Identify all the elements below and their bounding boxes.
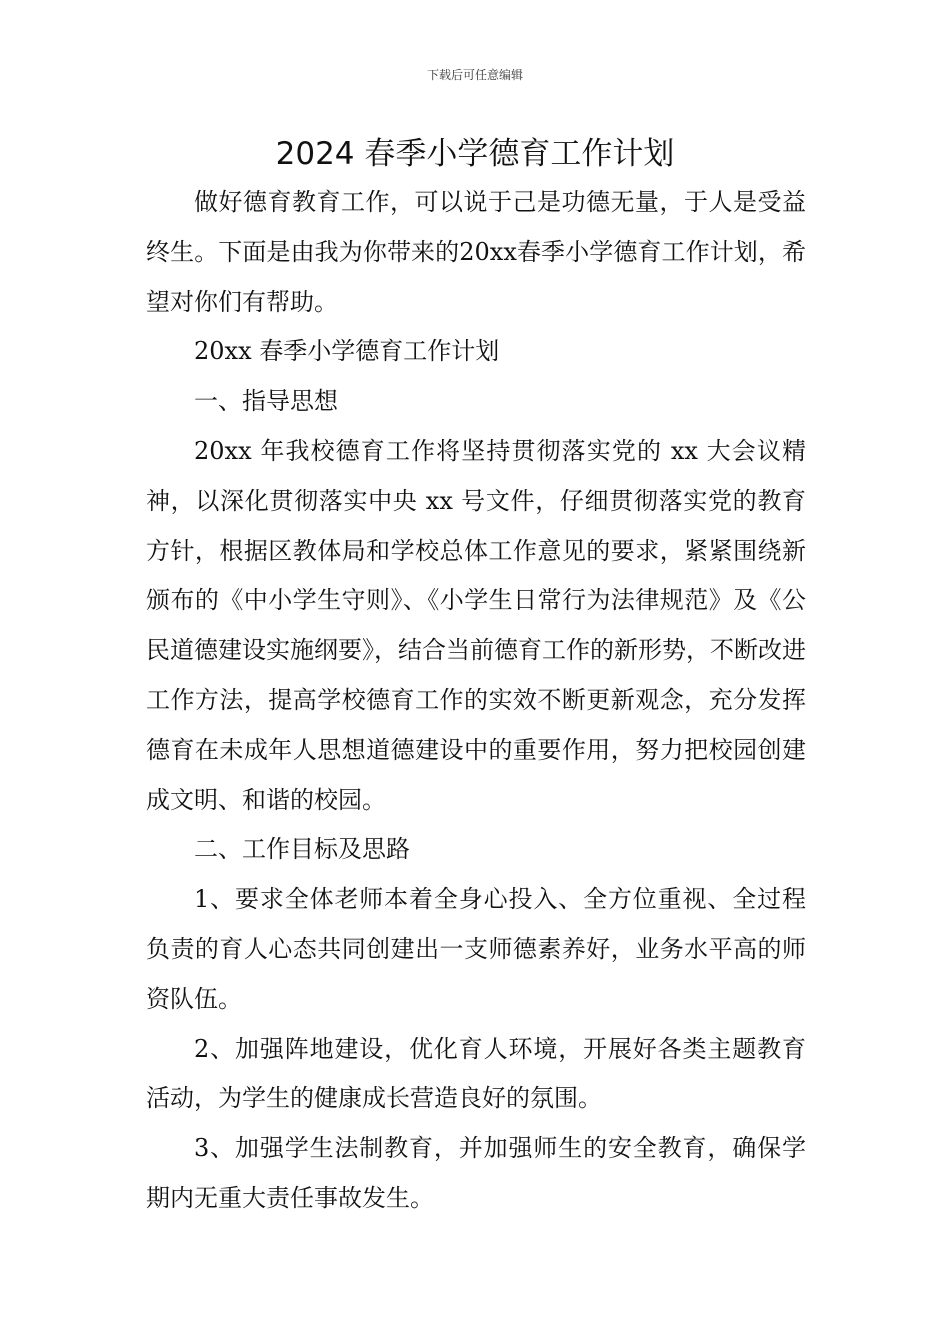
section-heading-guiding-ideology: 一、指导思想 [194,387,338,416]
document-body [146,178,806,1224]
guiding-ideology-paragraph: 20xx 年我校德育工作将坚持贯彻落实党的 xx 大会议精神，以深化贯彻落实中央 xx 号文件，仔细贯彻落实党的教育方针，根据区教体局和学校总体工作意见的要求，紧紧围绕新颁布的《中小学生守则》、《小学生日常行为法律规范》及《公民道德建设实施纲要》，结合当前德育工作的新形势，不断改进工作方法，提高学校德育工作的实效不断更新观念，充分发挥德育在未成年人思想道德建设中的重要作用，努力把校园创建成文明、和谐的校园。 [146,436,806,814]
header-note: 下载后可任意编辑 [426,68,523,82]
section-heading-goals: 二、工作目标及思路 [194,835,410,864]
goal-item-2: 2、加强阵地建设，优化育人环境，开展好各类主题教育活动，为学生的健康成长营造良好的氛围。 [146,1034,806,1113]
goal-item-3: 3、加强学生法制教育，并加强师生的安全教育，确保学期内无重大责任事故发生。 [146,1134,806,1212]
intro-paragraph: 做好德育教育工作，可以说于己是功德无量，于人是受益终生。下面是由我为你带来的20xx春季小学德育工作计划，希望对你们有帮助。 [146,188,806,316]
plan-subtitle: 20xx 春季小学德育工作计划 [194,337,500,366]
goal-item-1: 1、要求全体老师本着全身心投入、全方位重视、全过程负责的育人心态共同创建出一支师德素养好，业务水平高的师资队伍。 [146,885,806,1013]
document-title: 2024 春季小学德育工作计划 [275,136,675,172]
